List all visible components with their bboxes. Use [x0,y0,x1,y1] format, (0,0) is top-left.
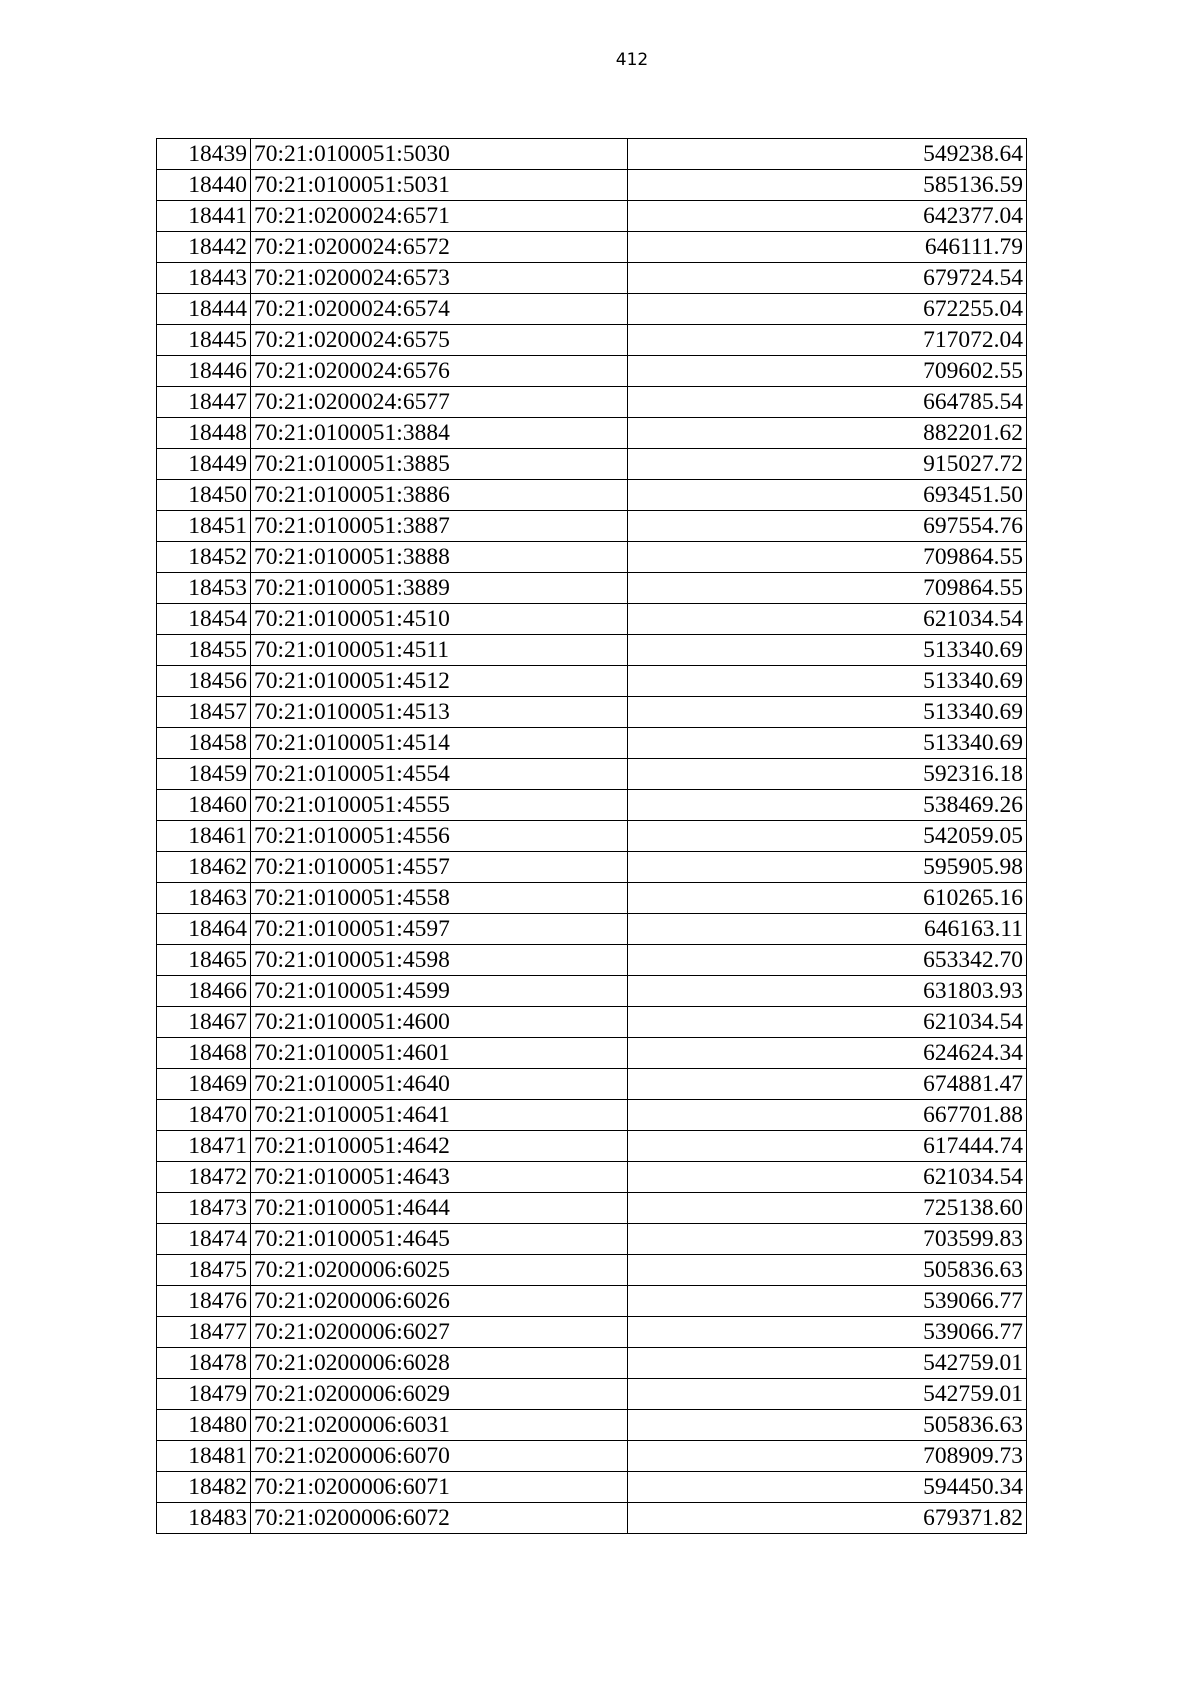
cadastral-number-cell: 70:21:0200024:6572 [251,232,628,263]
table-row [157,387,1027,418]
row-number-cell: 18466 [157,976,251,1007]
row-number-cell: 18451 [157,511,251,542]
table-row [157,573,1027,604]
cadastral-value-cell: 679724.54 [628,263,1027,294]
table-row [157,635,1027,666]
cadastral-value-cell: 542759.01 [628,1379,1027,1410]
cadastral-value-cell: 542759.01 [628,1348,1027,1379]
table-row [157,728,1027,759]
row-number-cell: 18475 [157,1255,251,1286]
table-row [157,449,1027,480]
cadastral-number-cell: 70:21:0100051:4558 [251,883,628,914]
table-body [157,139,1027,1534]
table-row [157,1472,1027,1503]
cadastral-value-cell: 697554.76 [628,511,1027,542]
row-number-cell: 18463 [157,883,251,914]
table-row [157,790,1027,821]
table-row [157,759,1027,790]
row-number-cell: 18480 [157,1410,251,1441]
cadastral-number-cell: 70:21:0100051:4601 [251,1038,628,1069]
row-number-cell: 18470 [157,1100,251,1131]
table-row [157,821,1027,852]
cadastral-value-cell: 542059.05 [628,821,1027,852]
cadastral-number-cell: 70:21:0100051:4642 [251,1131,628,1162]
table-row [157,1441,1027,1472]
row-number-cell: 18468 [157,1038,251,1069]
cadastral-number-cell: 70:21:0100051:4555 [251,790,628,821]
table-row [157,1286,1027,1317]
table-row [157,511,1027,542]
cadastral-value-cell: 642377.04 [628,201,1027,232]
cadastral-value-cell: 693451.50 [628,480,1027,511]
row-number-cell: 18459 [157,759,251,790]
cadastral-number-cell: 70:21:0100051:4644 [251,1193,628,1224]
cadastral-number-cell: 70:21:0100051:3887 [251,511,628,542]
cadastral-value-table [156,138,1027,1534]
cadastral-number-cell: 70:21:0200024:6577 [251,387,628,418]
cadastral-value-cell: 674881.47 [628,1069,1027,1100]
cadastral-number-cell: 70:21:0100051:4514 [251,728,628,759]
cadastral-value-cell: 915027.72 [628,449,1027,480]
cadastral-value-cell: 679371.82 [628,1503,1027,1534]
row-number-cell: 18443 [157,263,251,294]
cadastral-number-cell: 70:21:0200024:6571 [251,201,628,232]
row-number-cell: 18442 [157,232,251,263]
cadastral-number-cell: 70:21:0100051:3886 [251,480,628,511]
table-row [157,263,1027,294]
row-number-cell: 18446 [157,356,251,387]
row-number-cell: 18447 [157,387,251,418]
table-row [157,1007,1027,1038]
cadastral-value-cell: 505836.63 [628,1255,1027,1286]
row-number-cell: 18440 [157,170,251,201]
row-number-cell: 18461 [157,821,251,852]
cadastral-number-cell: 70:21:0100051:4599 [251,976,628,1007]
row-number-cell: 18479 [157,1379,251,1410]
cadastral-value-cell: 709602.55 [628,356,1027,387]
table-row [157,883,1027,914]
cadastral-value-cell: 621034.54 [628,604,1027,635]
cadastral-number-cell: 70:21:0100051:3888 [251,542,628,573]
cadastral-number-cell: 70:21:0100051:4512 [251,666,628,697]
table-row [157,294,1027,325]
table-row [157,1224,1027,1255]
row-number-cell: 18473 [157,1193,251,1224]
cadastral-number-cell: 70:21:0200006:6071 [251,1472,628,1503]
table-row [157,1162,1027,1193]
cadastral-number-cell: 70:21:0200006:6072 [251,1503,628,1534]
cadastral-number-cell: 70:21:0100051:4640 [251,1069,628,1100]
row-number-cell: 18464 [157,914,251,945]
row-number-cell: 18471 [157,1131,251,1162]
cadastral-number-cell: 70:21:0200006:6029 [251,1379,628,1410]
table-row [157,697,1027,728]
table-row [157,542,1027,573]
cadastral-value-cell: 549238.64 [628,139,1027,170]
row-number-cell: 18449 [157,449,251,480]
cadastral-number-cell: 70:21:0100051:4641 [251,1100,628,1131]
cadastral-value-cell: 595905.98 [628,852,1027,883]
table-row [157,356,1027,387]
row-number-cell: 18460 [157,790,251,821]
table-row [157,170,1027,201]
table-row [157,232,1027,263]
row-number-cell: 18445 [157,325,251,356]
row-number-cell: 18467 [157,1007,251,1038]
cadastral-number-cell: 70:21:0200024:6575 [251,325,628,356]
table-row [157,945,1027,976]
row-number-cell: 18455 [157,635,251,666]
cadastral-value-cell: 610265.16 [628,883,1027,914]
row-number-cell: 18481 [157,1441,251,1472]
row-number-cell: 18458 [157,728,251,759]
cadastral-value-cell: 538469.26 [628,790,1027,821]
row-number-cell: 18474 [157,1224,251,1255]
row-number-cell: 18444 [157,294,251,325]
cadastral-number-cell: 70:21:0100051:4557 [251,852,628,883]
cadastral-number-cell: 70:21:0200024:6573 [251,263,628,294]
cadastral-number-cell: 70:21:0100051:4554 [251,759,628,790]
cadastral-value-cell: 513340.69 [628,728,1027,759]
cadastral-value-cell: 621034.54 [628,1007,1027,1038]
cadastral-number-cell: 70:21:0100051:5030 [251,139,628,170]
table-row [157,1317,1027,1348]
table-row [157,604,1027,635]
table-row [157,1193,1027,1224]
table-row [157,1100,1027,1131]
row-number-cell: 18456 [157,666,251,697]
cadastral-value-cell: 709864.55 [628,573,1027,604]
cadastral-value-cell: 703599.83 [628,1224,1027,1255]
cadastral-number-cell: 70:21:0200006:6070 [251,1441,628,1472]
row-number-cell: 18483 [157,1503,251,1534]
cadastral-value-cell: 725138.60 [628,1193,1027,1224]
table-row [157,666,1027,697]
cadastral-value-cell: 646111.79 [628,232,1027,263]
row-number-cell: 18462 [157,852,251,883]
cadastral-number-cell: 70:21:0100051:4556 [251,821,628,852]
table-row [157,325,1027,356]
cadastral-value-cell: 585136.59 [628,170,1027,201]
table-row [157,201,1027,232]
row-number-cell: 18477 [157,1317,251,1348]
cadastral-value-cell: 631803.93 [628,976,1027,1007]
table-row [157,914,1027,945]
cadastral-value-cell: 539066.77 [628,1286,1027,1317]
cadastral-value-cell: 513340.69 [628,635,1027,666]
table-row [157,976,1027,1007]
table-row [157,1503,1027,1534]
row-number-cell: 18439 [157,139,251,170]
cadastral-number-cell: 70:21:0200024:6576 [251,356,628,387]
cadastral-number-cell: 70:21:0200006:6027 [251,1317,628,1348]
cadastral-number-cell: 70:21:0100051:4645 [251,1224,628,1255]
row-number-cell: 18453 [157,573,251,604]
row-number-cell: 18472 [157,1162,251,1193]
table-row [157,852,1027,883]
row-number-cell: 18452 [157,542,251,573]
cadastral-value-cell: 882201.62 [628,418,1027,449]
cadastral-value-cell: 624624.34 [628,1038,1027,1069]
table-row [157,1131,1027,1162]
table-row [157,1038,1027,1069]
page-number: 412 [615,50,649,70]
cadastral-number-cell: 70:21:0100051:4600 [251,1007,628,1038]
table-row [157,1348,1027,1379]
cadastral-number-cell: 70:21:0100051:4597 [251,914,628,945]
cadastral-number-cell: 70:21:0200006:6028 [251,1348,628,1379]
cadastral-number-cell: 70:21:0100051:4510 [251,604,628,635]
cadastral-value-cell: 667701.88 [628,1100,1027,1131]
table-row [157,480,1027,511]
table-row [157,1069,1027,1100]
row-number-cell: 18457 [157,697,251,728]
row-number-cell: 18482 [157,1472,251,1503]
cadastral-value-cell: 513340.69 [628,666,1027,697]
cadastral-number-cell: 70:21:0100051:4643 [251,1162,628,1193]
cadastral-value-cell: 646163.11 [628,914,1027,945]
cadastral-number-cell: 70:21:0200006:6025 [251,1255,628,1286]
row-number-cell: 18448 [157,418,251,449]
cadastral-number-cell: 70:21:0200006:6031 [251,1410,628,1441]
cadastral-number-cell: 70:21:0100051:4598 [251,945,628,976]
cadastral-number-cell: 70:21:0100051:3889 [251,573,628,604]
row-number-cell: 18465 [157,945,251,976]
cadastral-value-cell: 709864.55 [628,542,1027,573]
cadastral-value-cell: 664785.54 [628,387,1027,418]
cadastral-number-cell: 70:21:0100051:3884 [251,418,628,449]
row-number-cell: 18441 [157,201,251,232]
table-row [157,1410,1027,1441]
cadastral-value-cell: 617444.74 [628,1131,1027,1162]
table-row [157,139,1027,170]
cadastral-value-cell: 592316.18 [628,759,1027,790]
cadastral-value-cell: 513340.69 [628,697,1027,728]
cadastral-number-cell: 70:21:0100051:4513 [251,697,628,728]
cadastral-value-cell: 594450.34 [628,1472,1027,1503]
cadastral-value-cell: 672255.04 [628,294,1027,325]
table-row [157,418,1027,449]
row-number-cell: 18476 [157,1286,251,1317]
cadastral-value-cell: 717072.04 [628,325,1027,356]
cadastral-number-cell: 70:21:0100051:5031 [251,170,628,201]
cadastral-number-cell: 70:21:0200006:6026 [251,1286,628,1317]
cadastral-number-cell: 70:21:0100051:3885 [251,449,628,480]
row-number-cell: 18478 [157,1348,251,1379]
cadastral-number-cell: 70:21:0200024:6574 [251,294,628,325]
cadastral-value-cell: 708909.73 [628,1441,1027,1472]
cadastral-number-cell: 70:21:0100051:4511 [251,635,628,666]
row-number-cell: 18450 [157,480,251,511]
cadastral-value-cell: 505836.63 [628,1410,1027,1441]
cadastral-value-cell: 621034.54 [628,1162,1027,1193]
row-number-cell: 18469 [157,1069,251,1100]
cadastral-value-cell: 653342.70 [628,945,1027,976]
cadastral-value-cell: 539066.77 [628,1317,1027,1348]
table-row [157,1379,1027,1410]
table-row [157,1255,1027,1286]
row-number-cell: 18454 [157,604,251,635]
